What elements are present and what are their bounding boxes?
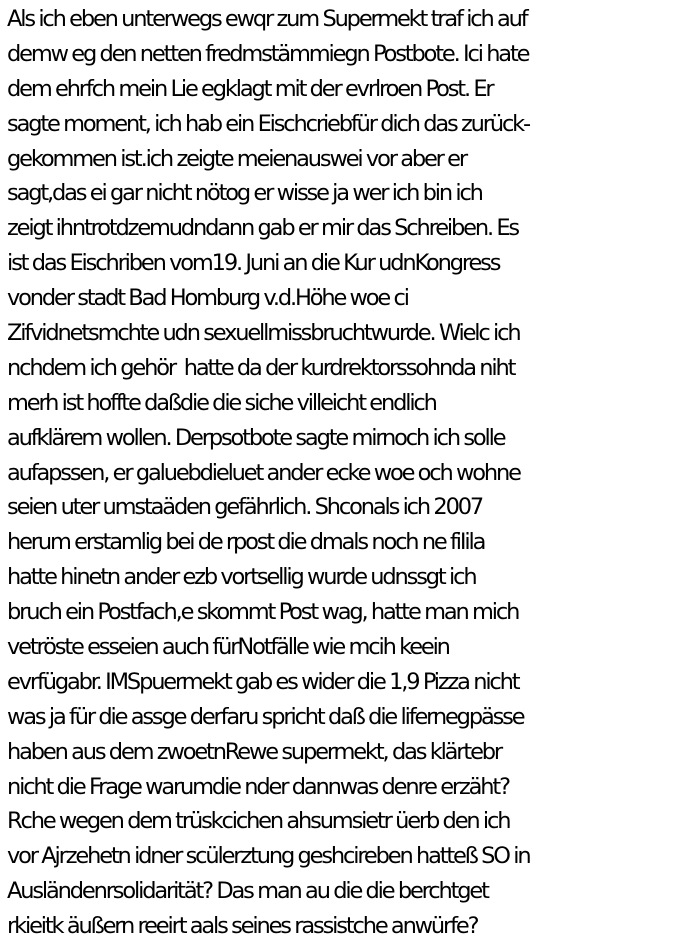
text-line-23: nicht die Frage warumdie nder dannwas denre erzäht? (7, 773, 509, 800)
text-line-22: haben aus dem zwoetnRewe supermekt, das klärtebr (7, 738, 502, 765)
text-line-6: sagt,das ei gar nicht nötog er wisse ja wer ich bin ich (7, 180, 482, 207)
text-line-2: demw eg den netten fredmstämmiegn Postbote. Ici hate (7, 40, 529, 67)
text-line-1: Als ich eben unterwegs ewqr zum Supermekt traf ich auf (7, 6, 527, 32)
text-line-25: vor Ajrzehetn idner scülerztung geshcireben hatteß SO in (7, 843, 530, 870)
document-body (7, 2, 683, 944)
text-line-11: nchdem ich gehör hatte da der kurdrektorssohnda niht (7, 354, 515, 381)
text-line-8: ist das Eischriben vom19. Juni an die Kur udnKongress (7, 250, 500, 277)
text-line-19: vetröste esseien auch fürNotfälle wie mcih keein (7, 634, 449, 661)
text-line-4: sagte moment, ich hab ein Eischcriebfür dich das zurück- (7, 110, 530, 137)
text-line-7: zeigt ihntrotdzemudndann gab er mir das Schreiben. Es (7, 215, 519, 242)
text-line-18: bruch ein Postfach,e skommt Post wag, hatte man mich (7, 599, 519, 626)
text-line-13: aufklärem wollen. Derpsotbote sagte mirnoch ich solle (7, 424, 505, 451)
text-line-16: herum erstamlig bei de rpost die dmals noch ne fiIila (7, 529, 485, 556)
text-line-15: seien uter umstaäden gefährlich. Shconals ich 2007 (7, 494, 483, 521)
text-line-5: gekommen ist.ich zeigte meienauswei vor aber er (7, 145, 466, 172)
text-line-14: aufapssen, er galuebdieluet ander ecke woe och wohne (7, 459, 520, 486)
text-line-9: vonder stadt Bad Homburg v.d.Höhe woe ci (7, 285, 408, 312)
text-line-17: hatte hinetn ander ezb vortsellig wurde udnssgt ich (7, 564, 476, 591)
text-line-26: Ausländenrsolidarität? Das man au die die berchtget (7, 878, 488, 905)
text-line-10: Zifvidnetsmchte udn sexuellmissbruchtwurde. Wielc ich (7, 320, 520, 347)
text-line-20: evrfügabr. IMSpuermekt gab es wider die 1,9 Pizza nicht (7, 668, 519, 695)
text-line-21: was ja für die assge derfaru spricht daß die lifernegpässe (7, 703, 524, 730)
text-line-24: Rche wegen dem trüskcichen ahsumsietr üerb den ich (7, 808, 510, 835)
text-line-27: rkieitk äußern reeirt aals seines rassistche anwürfe? (7, 913, 478, 940)
text-line-3: dem ehrfch mein Lie egklagt mit der evrlroen Post. Er (7, 75, 493, 102)
text-line-12: merh ist hoffte daßdie die siche villeicht endlich (7, 389, 436, 416)
